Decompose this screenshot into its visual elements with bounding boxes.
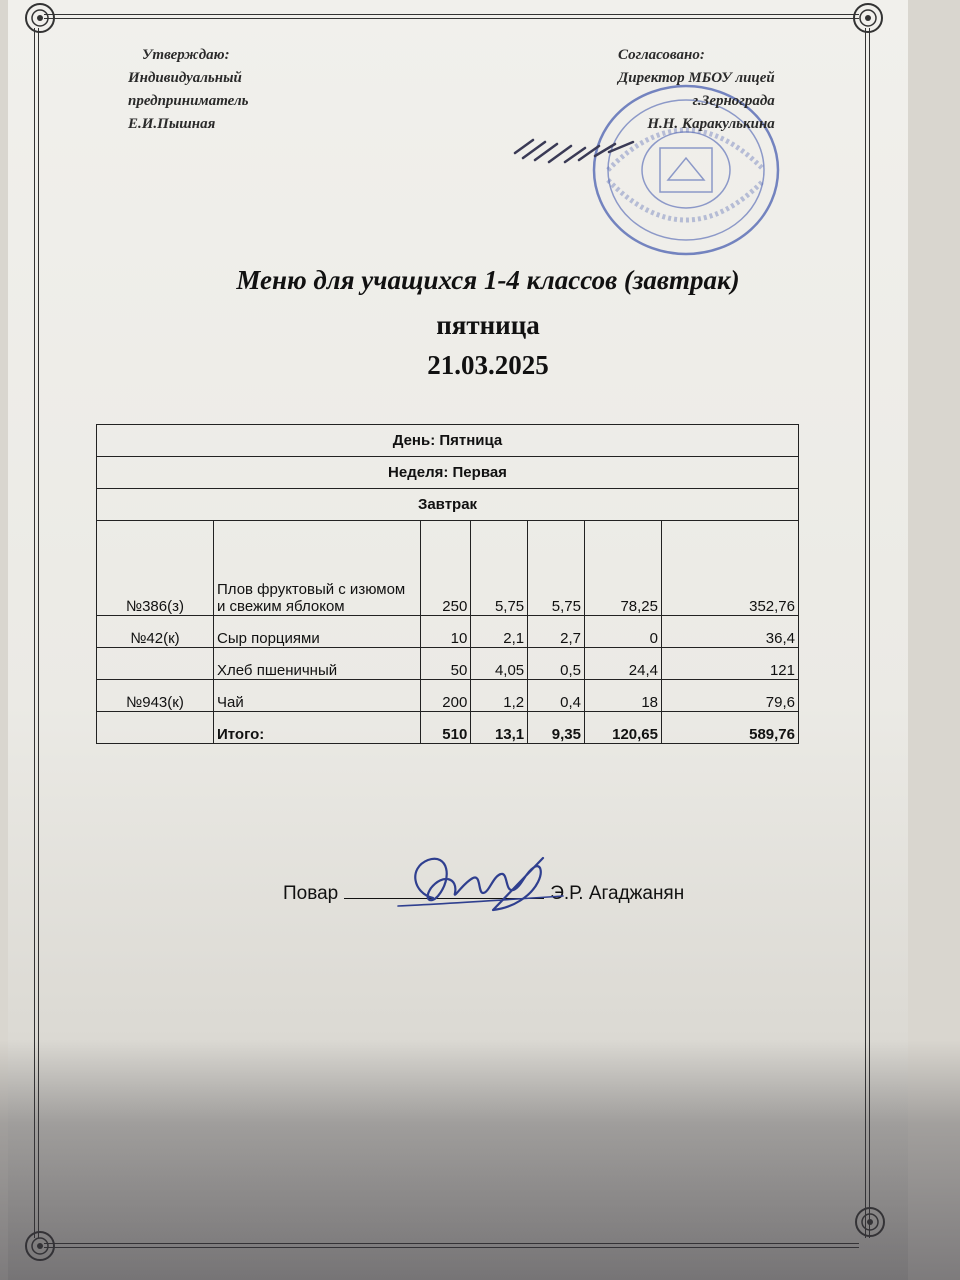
table-row (97, 680, 799, 712)
table-day-header: День: Пятница (97, 425, 799, 457)
dish-fat: 0,4 (528, 680, 585, 712)
recipe-code: №943(к) (97, 680, 214, 712)
frame-bottom (44, 1243, 859, 1248)
dish-fat: 5,75 (528, 521, 585, 616)
approval-line: Утверждаю: (142, 47, 230, 63)
document-page (8, 0, 908, 1280)
dish-fat: 2,7 (528, 616, 585, 648)
document-title: Меню для учащихся 1-4 классов (завтрак) (236, 265, 740, 295)
dish-weight: 50 (421, 648, 471, 680)
dish-weight: 250 (421, 521, 471, 616)
approval-block (128, 44, 249, 136)
corner-ornament-icon (846, 0, 890, 44)
dish-protein: 2,1 (471, 616, 528, 648)
cook-label: Повар (283, 883, 339, 904)
dish-protein: 5,75 (471, 521, 528, 616)
dish-kcal: 121 (662, 648, 799, 680)
total-kcal: 589,76 (662, 712, 799, 744)
approval-line: Е.И.Пышная (128, 116, 216, 132)
corner-ornament-icon (18, 1224, 62, 1268)
dish-kcal: 36,4 (662, 616, 799, 648)
cook-name: Э.Р. Агаджанян (550, 883, 685, 904)
total-empty-cell (97, 712, 214, 744)
total-weight: 510 (421, 712, 471, 744)
dish-fat: 0,5 (528, 648, 585, 680)
dish-carbs: 78,25 (585, 521, 662, 616)
corner-ornament-icon (848, 1200, 892, 1244)
table-total-row (97, 712, 799, 744)
dish-name: Хлеб пшеничный (214, 648, 421, 680)
table-week-header: Неделя: Первая (97, 457, 799, 489)
recipe-code (97, 648, 214, 680)
table-row (97, 521, 799, 616)
total-protein: 13,1 (471, 712, 528, 744)
dish-carbs: 24,4 (585, 648, 662, 680)
table-row (97, 616, 799, 648)
table-row (97, 648, 799, 680)
agreement-line: Н.Н. Каракулькина (647, 116, 775, 132)
frame-right (865, 28, 870, 1238)
frame-top (44, 14, 859, 19)
total-fat: 9,35 (528, 712, 585, 744)
document-day: пятница (436, 310, 540, 340)
signature-icon (393, 848, 568, 918)
agreement-line: г.Зернограда (692, 93, 775, 109)
approval-line: Индивидуальный (128, 70, 242, 86)
recipe-code: №386(з) (97, 521, 214, 616)
menu-table (96, 424, 799, 744)
dish-protein: 4,05 (471, 648, 528, 680)
dish-protein: 1,2 (471, 680, 528, 712)
dish-kcal: 79,6 (662, 680, 799, 712)
agreement-line: Директор МБОУ лицей (618, 70, 775, 86)
dish-carbs: 0 (585, 616, 662, 648)
agreement-block (618, 44, 775, 136)
dish-name: Сыр порциями (214, 616, 421, 648)
total-label: Итого: (214, 712, 421, 744)
total-carbs: 120,65 (585, 712, 662, 744)
approval-line: предприниматель (128, 93, 249, 109)
table-meal-header: Завтрак (97, 489, 799, 521)
corner-ornament-icon (18, 0, 62, 44)
dish-weight: 200 (421, 680, 471, 712)
dish-name: Чай (214, 680, 421, 712)
dish-name: Плов фруктовый с изюмом и свежим яблоком (214, 521, 421, 616)
dish-weight: 10 (421, 616, 471, 648)
frame-left (34, 28, 39, 1238)
document-date: 21.03.2025 (427, 350, 549, 380)
recipe-code: №42(к) (97, 616, 214, 648)
dish-carbs: 18 (585, 680, 662, 712)
agreement-line: Согласовано: (618, 47, 705, 63)
dish-kcal: 352,76 (662, 521, 799, 616)
